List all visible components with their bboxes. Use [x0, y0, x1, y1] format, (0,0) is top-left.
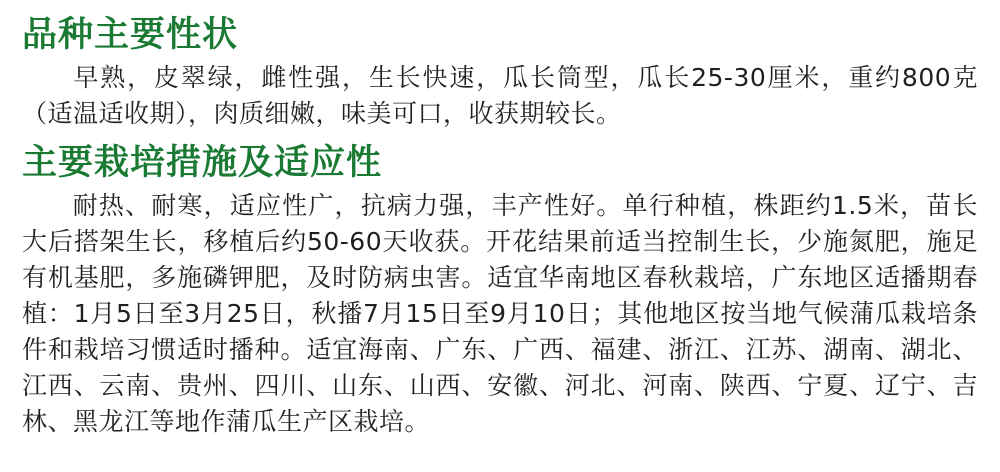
section-heading-cultivation-measures: 主要栽培措施及适应性: [22, 142, 383, 183]
section-body-cultivation-measures: [22, 188, 978, 440]
section-variety-traits: [22, 14, 978, 132]
section-body-variety-traits: [22, 60, 978, 132]
paragraph-text: 早熟，皮翠绿，雌性强，生长快速，瓜长筒型，瓜长25-30厘米，重约800克（适温适收期），肉质细嫩，味美可口，收获期较长。: [22, 62, 978, 128]
section-cultivation-measures: [22, 142, 978, 440]
section-heading-variety-traits: 品种主要性状: [22, 15, 239, 55]
paragraph-text: 耐热、耐寒，适应性广，抗病力强，丰产性好。单行种植，株距约1.5米，苗长大后搭架生长，移植后约50-60天收获。开花结果前适当控制生长，少施氮肥，施足有机基肥，多施磷钾肥，及时防病虫害。适宜华南地区春秋栽培，广东地区适播期春植：1月5日至3月25日，秋播7月15日至9月10日；其他地区按当地气候蒲瓜栽培条件和栽培习惯适时播种。适宜海南、广东、广西、福建、浙江、江苏、湖南、湖北、江西、云南、贵州、四川、山东、山西、安徽、河北、河南、陕西、宁夏、辽宁、吉林、黑龙江等地作蒲瓜生产区栽培。: [22, 190, 978, 436]
